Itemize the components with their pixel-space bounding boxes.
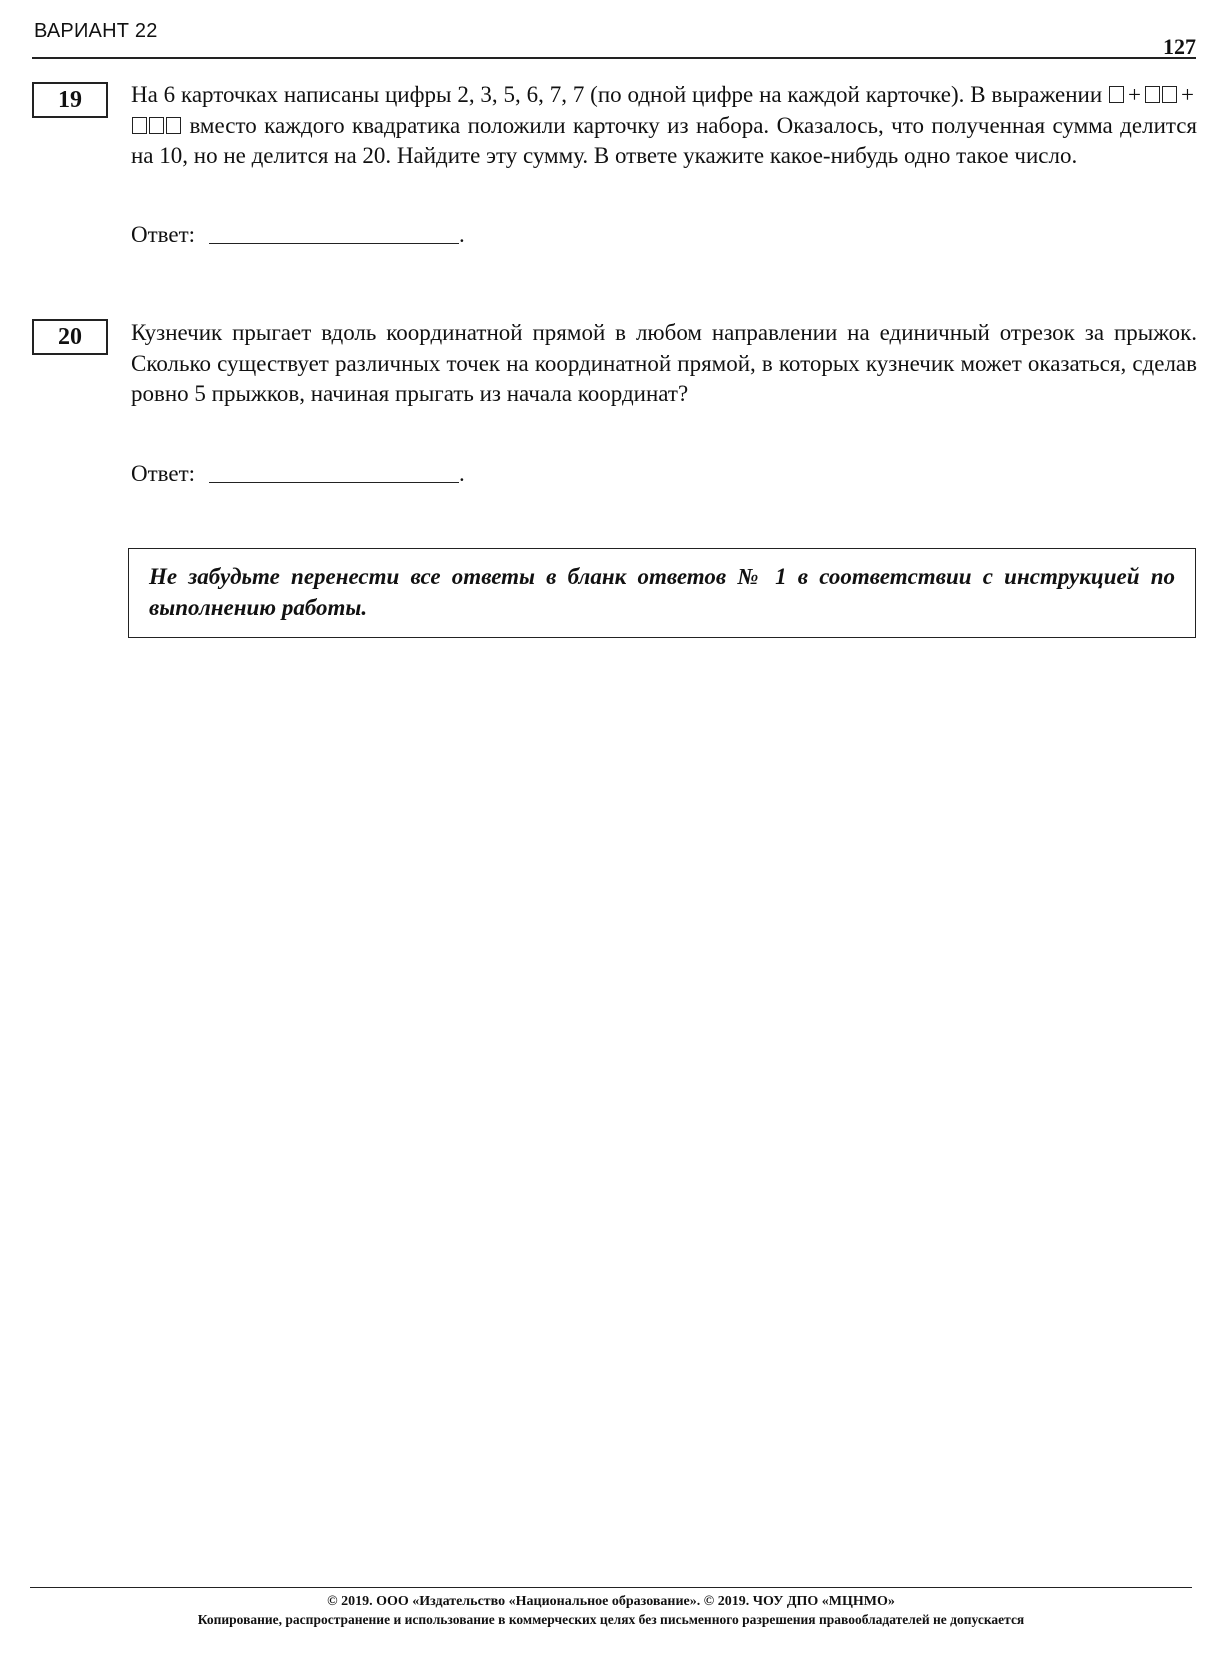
plus-sign: +	[1181, 82, 1194, 107]
reminder-note: Не забудьте перенести все ответы в бланк ответов № 1 в соответствии с инструкцией по выполнению работы.	[128, 548, 1196, 638]
task-19-answer-line[interactable]	[209, 221, 459, 244]
footer-divider	[30, 1587, 1192, 1588]
plus-sign: +	[1128, 82, 1142, 107]
page-number: 127	[1163, 34, 1196, 59]
task-19-text-part2: вместо каждого квадратика положили карточку из набора. Оказалось, что полученная сумма делится на 10, но не делится на 20. Найдите эту сумму. В ответе укажите какое-нибудь одно такое число.	[131, 112, 1197, 168]
task-number-19: 19	[32, 82, 108, 118]
variant-label: ВАРИАНТ 22	[34, 20, 158, 42]
task-19-answer-row	[131, 220, 465, 250]
task-20-answer-line[interactable]	[209, 460, 459, 483]
digit-box	[1162, 86, 1177, 103]
task-19-text-part1: На 6 карточках написаны цифры 2, 3, 5, 6, 7, 7 (по одной цифре на каждой карточке). В выражении	[131, 82, 1103, 107]
task-19-text	[131, 80, 1197, 172]
answer-label: Ответ:	[131, 222, 196, 247]
task-number-20: 20	[32, 319, 108, 355]
answer-label: Ответ:	[131, 461, 196, 486]
footer-notice: Копирование, распространение и использование в коммерческих целях без письменного разрешения правообладателей не допускается	[197, 1612, 1025, 1627]
digit-box	[1145, 86, 1160, 103]
answer-period: .	[459, 461, 465, 486]
task-20-text: Кузнечик прыгает вдоль координатной прямой в любом направлении на единичный отрезок за прыжок. Сколько существует различных точек на координатной прямой, в которых кузнечик может оказаться, сделав ровно 5 прыжков, начиная прыгать из начала координат?	[131, 320, 1197, 406]
answer-period: .	[459, 222, 465, 247]
header-divider	[32, 57, 1196, 59]
task-20-answer-row	[131, 459, 465, 489]
footer-copyright: © 2019. ООО «Издательство «Национальное образование». © 2019. ЧОУ ДПО «МЦНМО»	[327, 1594, 895, 1609]
digit-box	[1109, 86, 1124, 103]
digit-box	[166, 117, 181, 134]
digit-box	[149, 117, 164, 134]
digit-box	[132, 117, 147, 134]
